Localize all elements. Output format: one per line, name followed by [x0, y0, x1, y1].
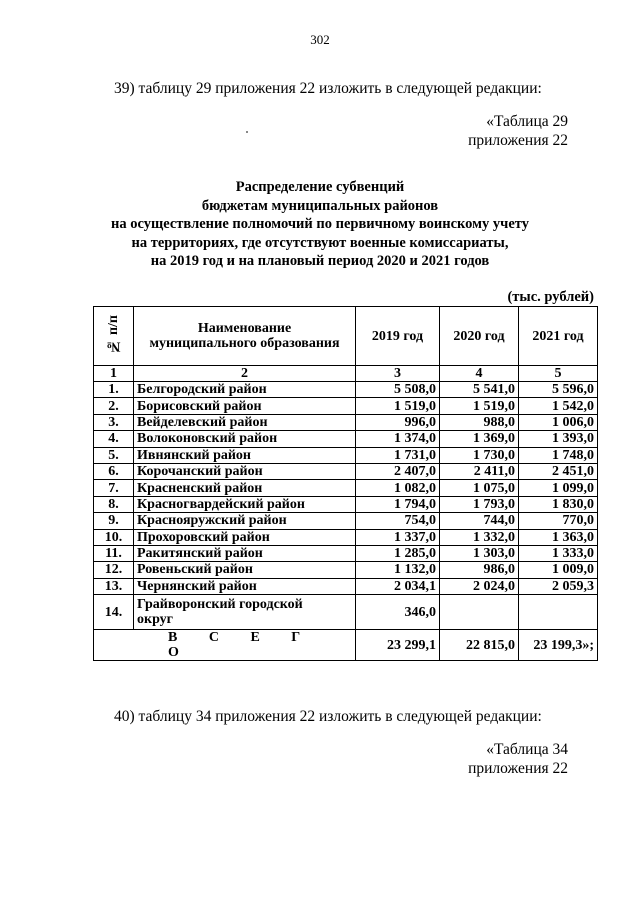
row-value-2021: 1 006,0 — [519, 414, 598, 430]
table-row — [94, 496, 598, 512]
row-value-2019: 1 794,0 — [356, 496, 440, 512]
row-value-2020: 1 369,0 — [440, 431, 519, 447]
table-row — [94, 431, 598, 447]
row-value-2020: 2 024,0 — [440, 578, 519, 594]
row-value-2019: 5 508,0 — [356, 382, 440, 398]
row-value-2021: 1 748,0 — [519, 447, 598, 463]
row-value-2019: 754,0 — [356, 513, 440, 529]
row-value-2020: 2 411,0 — [440, 463, 519, 479]
title-line1: Распределение субвенций — [235, 179, 405, 195]
column-number-row — [94, 366, 598, 382]
table-29-reference-line1: «Таблица 29 — [486, 113, 568, 130]
header-name — [134, 307, 356, 366]
row-name-line1: Грайворонский городской — [137, 597, 303, 613]
table-row — [94, 562, 598, 578]
row-number: 6. — [94, 463, 134, 479]
table-34-reference-line2: приложения 22 — [468, 760, 568, 777]
row-name: Ивнянский район — [134, 447, 356, 463]
row-name: Белгородский район — [134, 382, 356, 398]
header-num — [94, 307, 134, 366]
table-body — [94, 382, 598, 595]
row-name: Борисовский район — [134, 398, 356, 414]
row-value-2019: 2 034,1 — [356, 578, 440, 594]
row-name-line2: округ — [137, 612, 174, 628]
table-title — [0, 178, 640, 271]
row-value-2019: 996,0 — [356, 414, 440, 430]
row-number: 2. — [94, 398, 134, 414]
row-value-2020: 988,0 — [440, 414, 519, 430]
row-value-2020: 1 793,0 — [440, 496, 519, 512]
table-row — [94, 382, 598, 398]
row-value-2021: 1 009,0 — [519, 562, 598, 578]
subvention-table — [93, 306, 598, 661]
page-number: 302 — [310, 32, 330, 47]
row-number: 12. — [94, 562, 134, 578]
row-value-2019: 1 337,0 — [356, 529, 440, 545]
header-2020: 2020 год — [440, 307, 519, 366]
table-row — [94, 414, 598, 430]
row-number: 9. — [94, 513, 134, 529]
row-value-2019: 1 731,0 — [356, 447, 440, 463]
row-value-2020: 1 730,0 — [440, 447, 519, 463]
row-value-2019: 346,0 — [356, 595, 440, 630]
row-value-2021: 1 542,0 — [519, 398, 598, 414]
row-name: Чернянский район — [134, 578, 356, 594]
row-number: 10. — [94, 529, 134, 545]
table-row-14 — [94, 595, 598, 630]
header-2019: 2019 год — [356, 307, 440, 366]
table-row — [94, 447, 598, 463]
row-number: 4. — [94, 431, 134, 447]
row-name: Корочанский район — [134, 463, 356, 479]
total-label: В С Е Г О — [94, 630, 356, 661]
paragraph-40: 40) таблицу 34 приложения 22 изложить в следующей редакции: — [114, 708, 542, 725]
row-value-2020 — [440, 595, 519, 630]
row-name: Красненский район — [134, 480, 356, 496]
row-name: Вейделевский район — [134, 414, 356, 430]
row-name: Прохоровский район — [134, 529, 356, 545]
table-29-reference-line2: приложения 22 — [468, 132, 568, 149]
table-row — [94, 513, 598, 529]
table-34-reference-line1: «Таблица 34 — [486, 741, 568, 758]
paragraph-39: 39) таблицу 29 приложения 22 изложить в следующей редакции: — [114, 80, 542, 97]
row-number: 8. — [94, 496, 134, 512]
title-line2: бюджетам муниципальных районов — [201, 197, 439, 214]
total-2021: 23 199,3»; — [519, 630, 598, 661]
scan-speck — [246, 131, 248, 133]
row-number: 5. — [94, 447, 134, 463]
total-2019: 23 299,1 — [356, 630, 440, 661]
title-line4: на территориях, где отсутствуют военные комиссариаты, — [131, 234, 509, 251]
row-value-2021: 1 099,0 — [519, 480, 598, 496]
col-number: 1 — [94, 366, 134, 382]
table-row — [94, 480, 598, 496]
row-number: 14. — [94, 595, 134, 630]
total-2020: 22 815,0 — [440, 630, 519, 661]
total-row — [94, 630, 598, 661]
header-2021: 2021 год — [519, 307, 598, 366]
col-number: 2 — [134, 366, 356, 382]
row-value-2020: 5 541,0 — [440, 382, 519, 398]
col-number: 3 — [356, 366, 440, 382]
col-number: 5 — [519, 366, 598, 382]
row-number: 3. — [94, 414, 134, 430]
header-name-line1: Наименование — [197, 321, 292, 336]
row-name: Ровеньский район — [134, 562, 356, 578]
row-value-2020: 1 303,0 — [440, 545, 519, 561]
table-row — [94, 545, 598, 561]
row-value-2020: 1 075,0 — [440, 480, 519, 496]
row-name: Волоконовский район — [134, 431, 356, 447]
row-value-2021: 5 596,0 — [519, 382, 598, 398]
header-name-line2: муниципального образования — [149, 336, 340, 351]
table-header-row — [94, 307, 598, 366]
row-value-2020: 986,0 — [440, 562, 519, 578]
table-row — [94, 463, 598, 479]
row-number: 7. — [94, 480, 134, 496]
row-number: 11. — [94, 545, 134, 561]
row-name — [134, 595, 356, 630]
col-number: 4 — [440, 366, 519, 382]
row-value-2019: 1 285,0 — [356, 545, 440, 561]
row-value-2021: 1 830,0 — [519, 496, 598, 512]
table-29-reference — [468, 112, 568, 150]
row-value-2021: 770,0 — [519, 513, 598, 529]
row-value-2020: 744,0 — [440, 513, 519, 529]
table-34-reference — [468, 740, 568, 778]
table-row — [94, 578, 598, 594]
table-row — [94, 529, 598, 545]
title-line3: на осуществление полномочий по первичному воинскому учету — [111, 216, 529, 232]
row-name: Краснояружский район — [134, 513, 356, 529]
row-value-2021: 1 333,0 — [519, 545, 598, 561]
table-row — [94, 398, 598, 414]
row-value-2019: 1 132,0 — [356, 562, 440, 578]
row-value-2019: 1 374,0 — [356, 431, 440, 447]
row-value-2019: 2 407,0 — [356, 463, 440, 479]
row-number: 1. — [94, 382, 134, 398]
row-name: Красногвардейский район — [134, 496, 356, 512]
row-name: Ракитянский район — [134, 545, 356, 561]
row-value-2021: 2 451,0 — [519, 463, 598, 479]
header-num-text: № п/п — [106, 314, 121, 354]
row-value-2020: 1 519,0 — [440, 398, 519, 414]
row-value-2020: 1 332,0 — [440, 529, 519, 545]
row-number: 13. — [94, 578, 134, 594]
row-value-2019: 1 082,0 — [356, 480, 440, 496]
units-label: (тыс. рублей) — [507, 289, 594, 305]
row-value-2021: 1 393,0 — [519, 431, 598, 447]
row-value-2019: 1 519,0 — [356, 398, 440, 414]
row-value-2021 — [519, 595, 598, 630]
row-value-2021: 2 059,3 — [519, 578, 598, 594]
row-value-2021: 1 363,0 — [519, 529, 598, 545]
title-line5: на 2019 год и на плановый период 2020 и 2021 годов — [150, 253, 490, 269]
